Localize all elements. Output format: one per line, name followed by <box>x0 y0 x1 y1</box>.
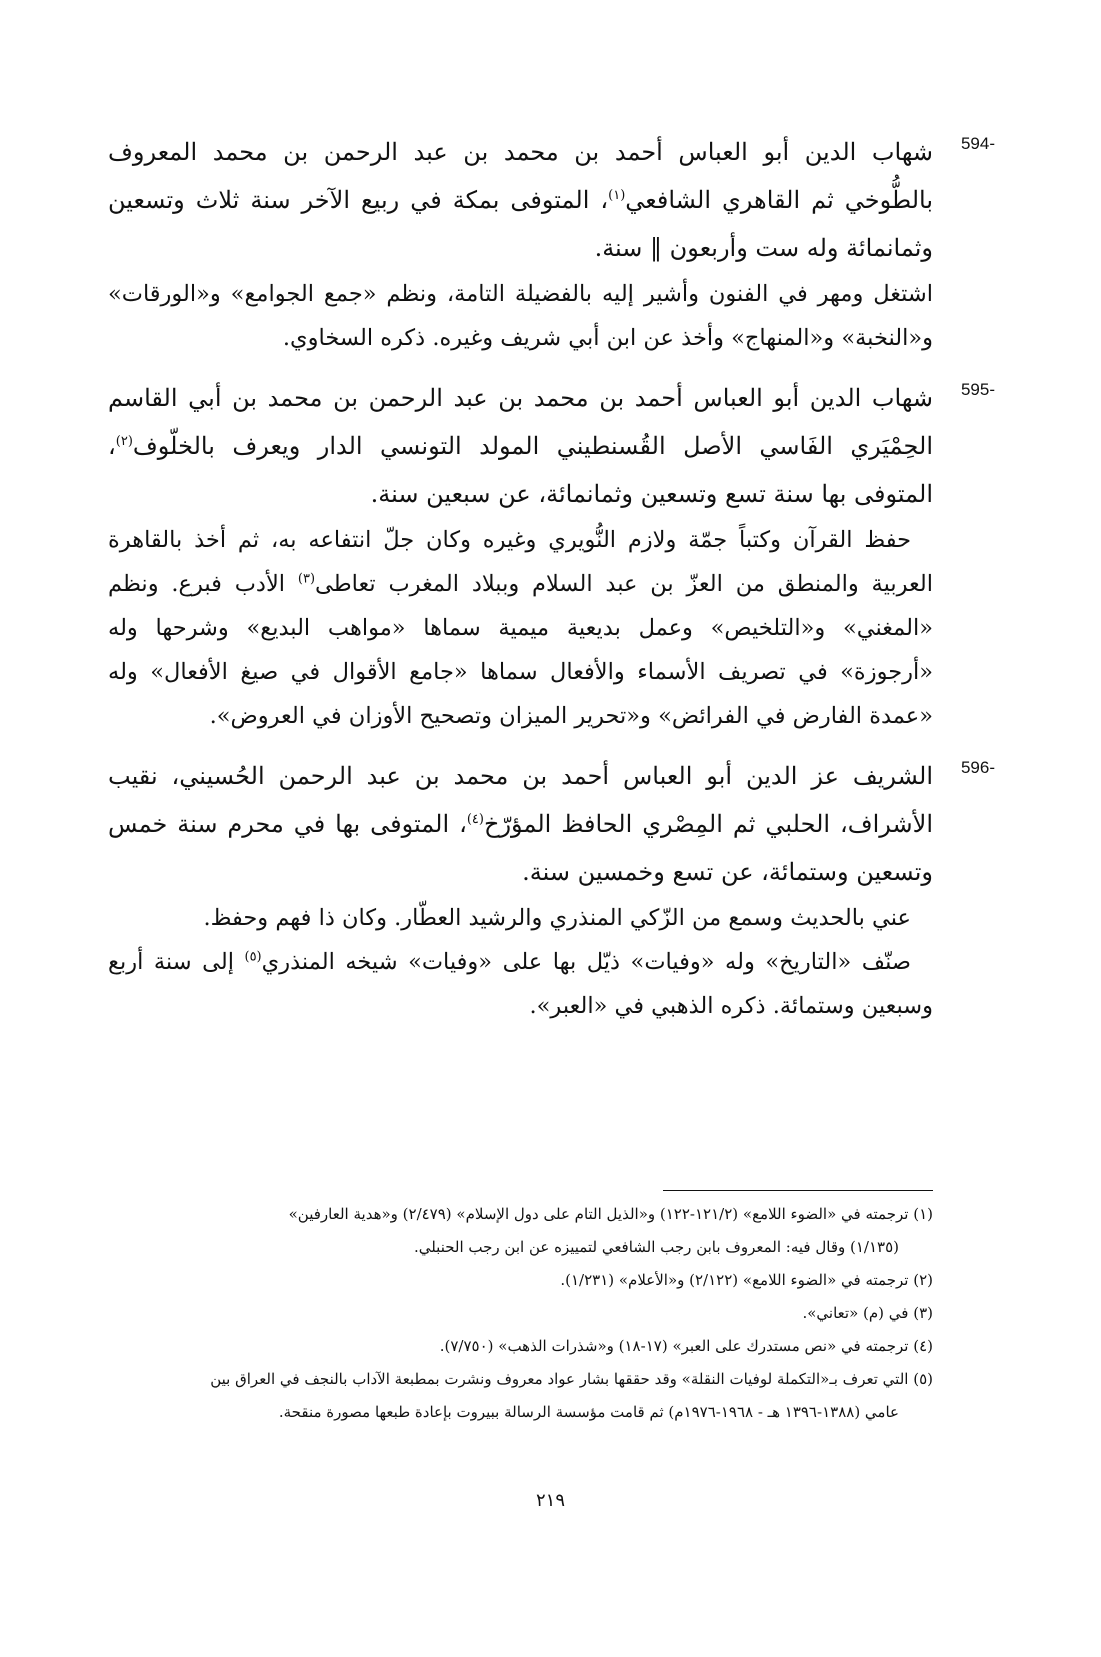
page-number: ٢١٩ <box>535 1490 565 1511</box>
footnote-marker[interactable]: (٣) <box>297 571 316 587</box>
footnote-5-continued: عامي (١٣٨٨-١٣٩٦ هـ - ١٩٦٨-١٩٧٦م) ثم قامت مؤسسة الرسالة ببيروت بإعادة طبعها مصورة منقحة. <box>278 1403 899 1421</box>
entry-body <box>108 940 933 1028</box>
entry-body-text: حفظ القرآن وكتباً جمّة ولازم النُّويري وغيره وكان جلّ انتفاعه به، ثم أخذ بالقاهرة العربية والمنطق من العزّ بن عبد السلام وببلاد المغرب تعاطى <box>108 527 934 597</box>
entry-title <box>108 128 933 272</box>
footnote-divider <box>663 1190 933 1191</box>
entry-title <box>108 374 933 518</box>
footnote-marker[interactable]: (٤) <box>466 812 484 827</box>
footnote-marker[interactable]: (٢) <box>115 434 133 449</box>
footnote-marker[interactable]: (٥) <box>244 949 262 965</box>
footnote-2: (٢) ترجمته في «الضوء اللامع» (٢/١٢٢) و«الأعلام» (١/٢٣١). <box>560 1271 933 1289</box>
footnotes <box>108 1198 933 1429</box>
entry-title-text: ، المتوفى بها في محرم سنة خمس وتسعين وستمائة، عن تسع وخمسين سنة. <box>108 810 933 886</box>
entry-594 <box>108 128 995 360</box>
entry-title-text: الشريف عز الدين أبو العباس أحمد بن محمد بن عبد الرحمن الحُسيني، نقيب الأشراف، الحلبي ثم المِصْري الحافظ المؤرّخ <box>108 762 934 838</box>
footnote-1: (١) ترجمته في «الضوء اللامع» (١٢١/٢-١٢٢) و«الذيل التام على دول الإسلام» (٢/٤٧٩) و«هدية العارفين» <box>288 1205 933 1223</box>
entry-body: اشتغل ومهر في الفنون وأشير إليه بالفضيلة التامة، ونظم «جمع الجوامع» و«الورقات» و«النخبة» و«المنهاج» وأخذ عن ابن أبي شريف وغيره. ذكره السخاوي. <box>108 281 933 351</box>
entry-596 <box>108 752 995 1028</box>
entry-title-text: شهاب الدين أبو العباس أحمد بن محمد بن عبد الرحمن بن محمد بن أبي القاسم الحِمْيَري الفَاسي الأصل القُسنطيني المولد التونسي الدار ويعرف بالخلّوف <box>108 384 933 460</box>
entry-number: 594- <box>960 134 995 153</box>
footnote-5: (٥) التي تعرف بـ«التكملة لوفيات النقلة» وقد حققها بشار عواد معروف ونشرت بمطبعة الآداب بالنجف في العراق بين <box>210 1370 933 1388</box>
entry-body: عني بالحديث وسمع من الزّكي المنذري والرشيد العطّار. وكان ذا فهم وحفظ. <box>203 905 911 931</box>
entry-title <box>108 752 933 896</box>
entry-number: 595- <box>960 380 995 399</box>
entry-body-text: إلى سنة أربع وسبعين وستمائة. ذكره الذهبي في «العبر». <box>108 949 933 1019</box>
footnote-4: (٤) ترجمته في «نص مستدرك على العبر» (١٧-١٨) و«شذرات الذهب» (٧/٧٥٠). <box>439 1337 933 1355</box>
entry-number: 596- <box>960 758 995 777</box>
footnote-marker[interactable]: (١) <box>608 188 626 203</box>
entry-body-text: الأدب فبرع. ونظم «المغني» و«التلخيص» وعمل بديعية ميمية سماها «مواهب البديع» وشرحها وله «أرجوزة» في تصريف الأسماء والأفعال سماها «جامع الأقوال في صيغ الأفعال» وله «عمدة الفارض في الفرائض» و«تحرير الميزان وتصحيح الأوزان في العروض». <box>108 571 933 729</box>
footnote-1-continued: (١/١٣٥) وقال فيه: المعروف بابن رجب الشافعي لتمييزه عن ابن رجب الحنبلي. <box>413 1238 899 1256</box>
entry-title-text: ، المتوفى بها سنة تسع وتسعين وثمانمائة، عن سبعين سنة. <box>108 432 933 508</box>
entry-595 <box>108 374 995 738</box>
footnote-3: (٣) في (م) «تعاني». <box>802 1304 933 1322</box>
entry-title-text: ، المتوفى بمكة في ربيع الآخر سنة ثلاث وتسعين وثمانمائة وله ست وأربعون ‖ سنة. <box>108 186 933 262</box>
entry-body-text: صنّف «التاريخ» وله «وفيات» ذيّل بها على «وفيات» شيخه المنذري <box>261 949 911 975</box>
entry-body <box>108 518 933 738</box>
entry-title-text: شهاب الدين أبو العباس أحمد بن محمد بن عبد الرحمن بن محمد المعروف بالطُّوخي ثم القاهري الشافعي <box>108 138 934 214</box>
